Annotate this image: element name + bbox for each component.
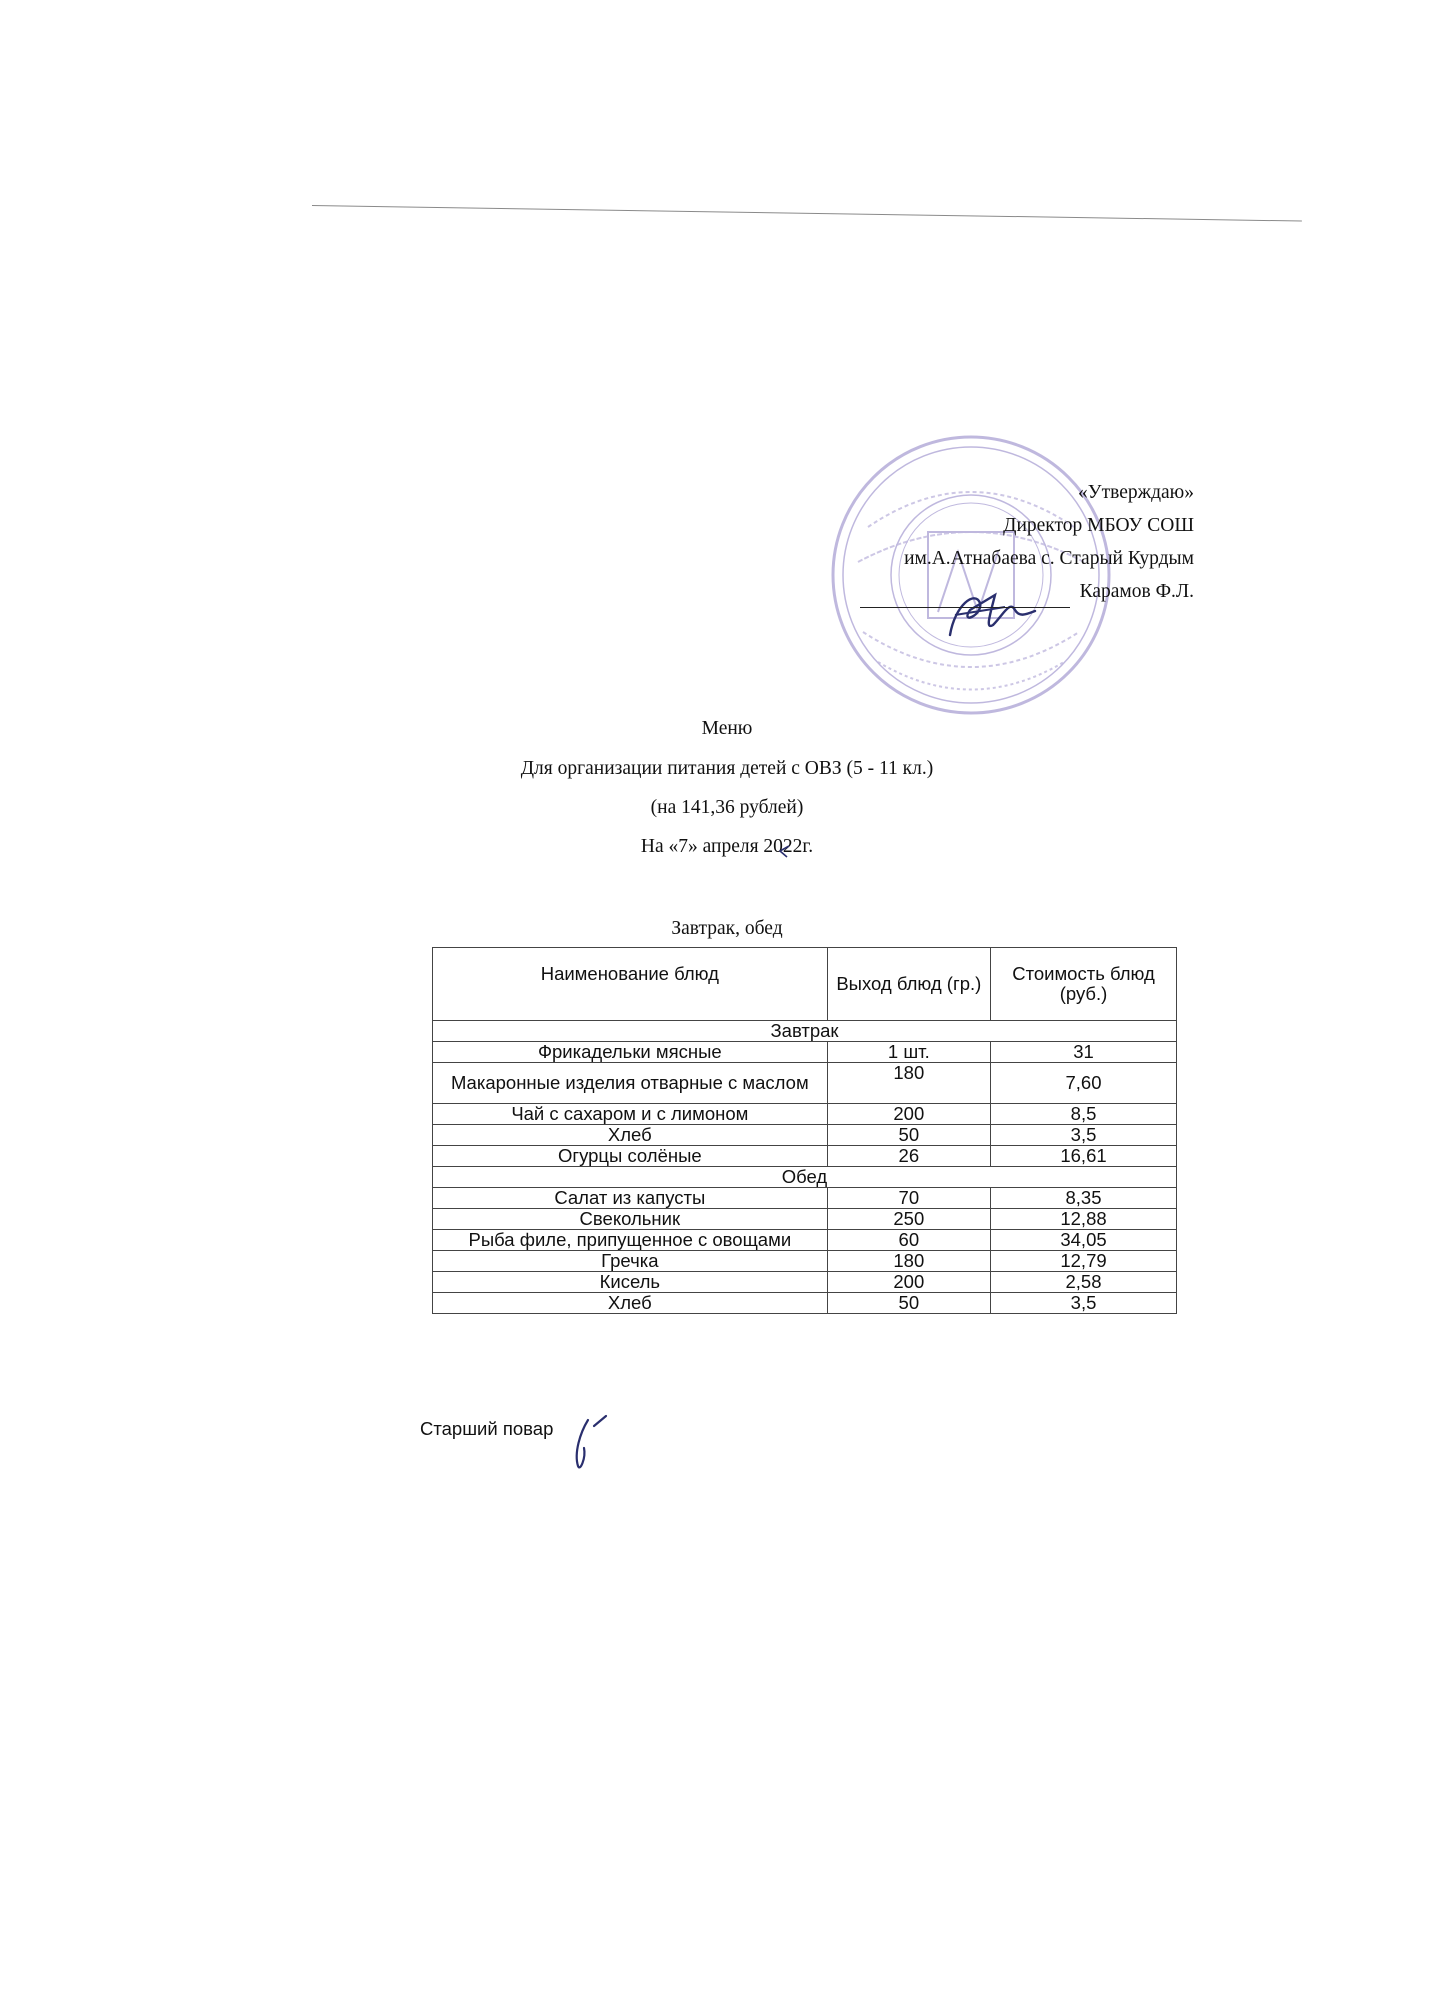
dish-cost: 8,5	[991, 1104, 1177, 1125]
signature-line	[860, 585, 1070, 608]
cook-signature-icon	[560, 1408, 630, 1478]
dish-weight: 180	[827, 1063, 990, 1104]
approval-school: им.А.Атнабаева с. Старый Курдым	[904, 548, 1194, 569]
dish-cost: 31	[991, 1042, 1177, 1063]
dish-weight: 200	[827, 1104, 990, 1125]
table-row	[433, 1272, 1177, 1293]
table-row	[433, 1042, 1177, 1063]
dish-weight: 250	[827, 1209, 990, 1230]
column-header-weight: Выход блюд (гр.)	[827, 948, 990, 1021]
table-header-row	[433, 948, 1177, 1021]
column-header-dish: Наименование блюд	[433, 948, 828, 1021]
dish-weight: 50	[827, 1125, 990, 1146]
dish-name: Макаронные изделия отварные с маслом	[433, 1063, 828, 1104]
dish-cost: 12,88	[991, 1209, 1177, 1230]
dish-cost: 3,5	[991, 1293, 1177, 1314]
section-title: Обед	[433, 1167, 1177, 1188]
dish-cost: 3,5	[991, 1125, 1177, 1146]
table-row	[433, 1146, 1177, 1167]
table-row	[433, 1188, 1177, 1209]
approval-name: Карамов Ф.Л.	[1079, 581, 1194, 602]
dish-cost: 2,58	[991, 1272, 1177, 1293]
dish-name: Хлеб	[433, 1293, 828, 1314]
top-rule	[312, 205, 1302, 222]
pen-mark-icon	[777, 843, 791, 859]
table-row	[433, 1251, 1177, 1272]
menu-table	[432, 947, 1177, 1314]
dish-cost: 7,60	[991, 1063, 1177, 1104]
table-row	[433, 1230, 1177, 1251]
meals-caption: Завтрак, обед	[671, 918, 783, 939]
approval-title: «Утверждаю»	[1078, 482, 1194, 503]
dish-weight: 60	[827, 1230, 990, 1251]
dish-name: Огурцы солёные	[433, 1146, 828, 1167]
dish-weight: 1 шт.	[827, 1042, 990, 1063]
dish-name: Гречка	[433, 1251, 828, 1272]
dish-weight: 180	[827, 1251, 990, 1272]
dish-weight: 70	[827, 1188, 990, 1209]
column-header-cost: Стоимость блюд (руб.)	[991, 948, 1177, 1021]
table-row	[433, 1209, 1177, 1230]
approval-signature-row	[860, 575, 1194, 608]
dish-cost: 16,61	[991, 1146, 1177, 1167]
dish-name: Свекольник	[433, 1209, 828, 1230]
dish-name: Чай с сахаром и с лимоном	[433, 1104, 828, 1125]
dish-cost: 34,05	[991, 1230, 1177, 1251]
dish-cost: 8,35	[991, 1188, 1177, 1209]
dish-name: Кисель	[433, 1272, 828, 1293]
document-subtitle: Для организации питания детей с ОВЗ (5 - 11 кл.)	[520, 758, 934, 779]
table-row	[433, 1293, 1177, 1314]
table-row	[433, 1125, 1177, 1146]
table-row	[433, 1104, 1177, 1125]
document-title: Меню	[701, 718, 753, 739]
document-price: (на 141,36 рублей)	[650, 797, 804, 818]
cook-label: Старший повар	[420, 1418, 554, 1439]
table-row	[433, 1063, 1177, 1104]
section-row-lunch	[433, 1167, 1177, 1188]
dish-name: Рыба филе, припущенное с овощами	[433, 1230, 828, 1251]
dish-name: Хлеб	[433, 1125, 828, 1146]
approval-block	[860, 476, 1194, 608]
section-row-breakfast	[433, 1021, 1177, 1042]
dish-cost: 12,79	[991, 1251, 1177, 1272]
section-title: Завтрак	[433, 1021, 1177, 1042]
dish-weight: 26	[827, 1146, 990, 1167]
dish-weight: 200	[827, 1272, 990, 1293]
dish-weight: 50	[827, 1293, 990, 1314]
dish-name: Салат из капусты	[433, 1188, 828, 1209]
document-date: На «7» апреля 2022г.	[640, 836, 814, 857]
dish-name: Фрикадельки мясные	[433, 1042, 828, 1063]
approval-position: Директор МБОУ СОШ	[1003, 515, 1194, 536]
